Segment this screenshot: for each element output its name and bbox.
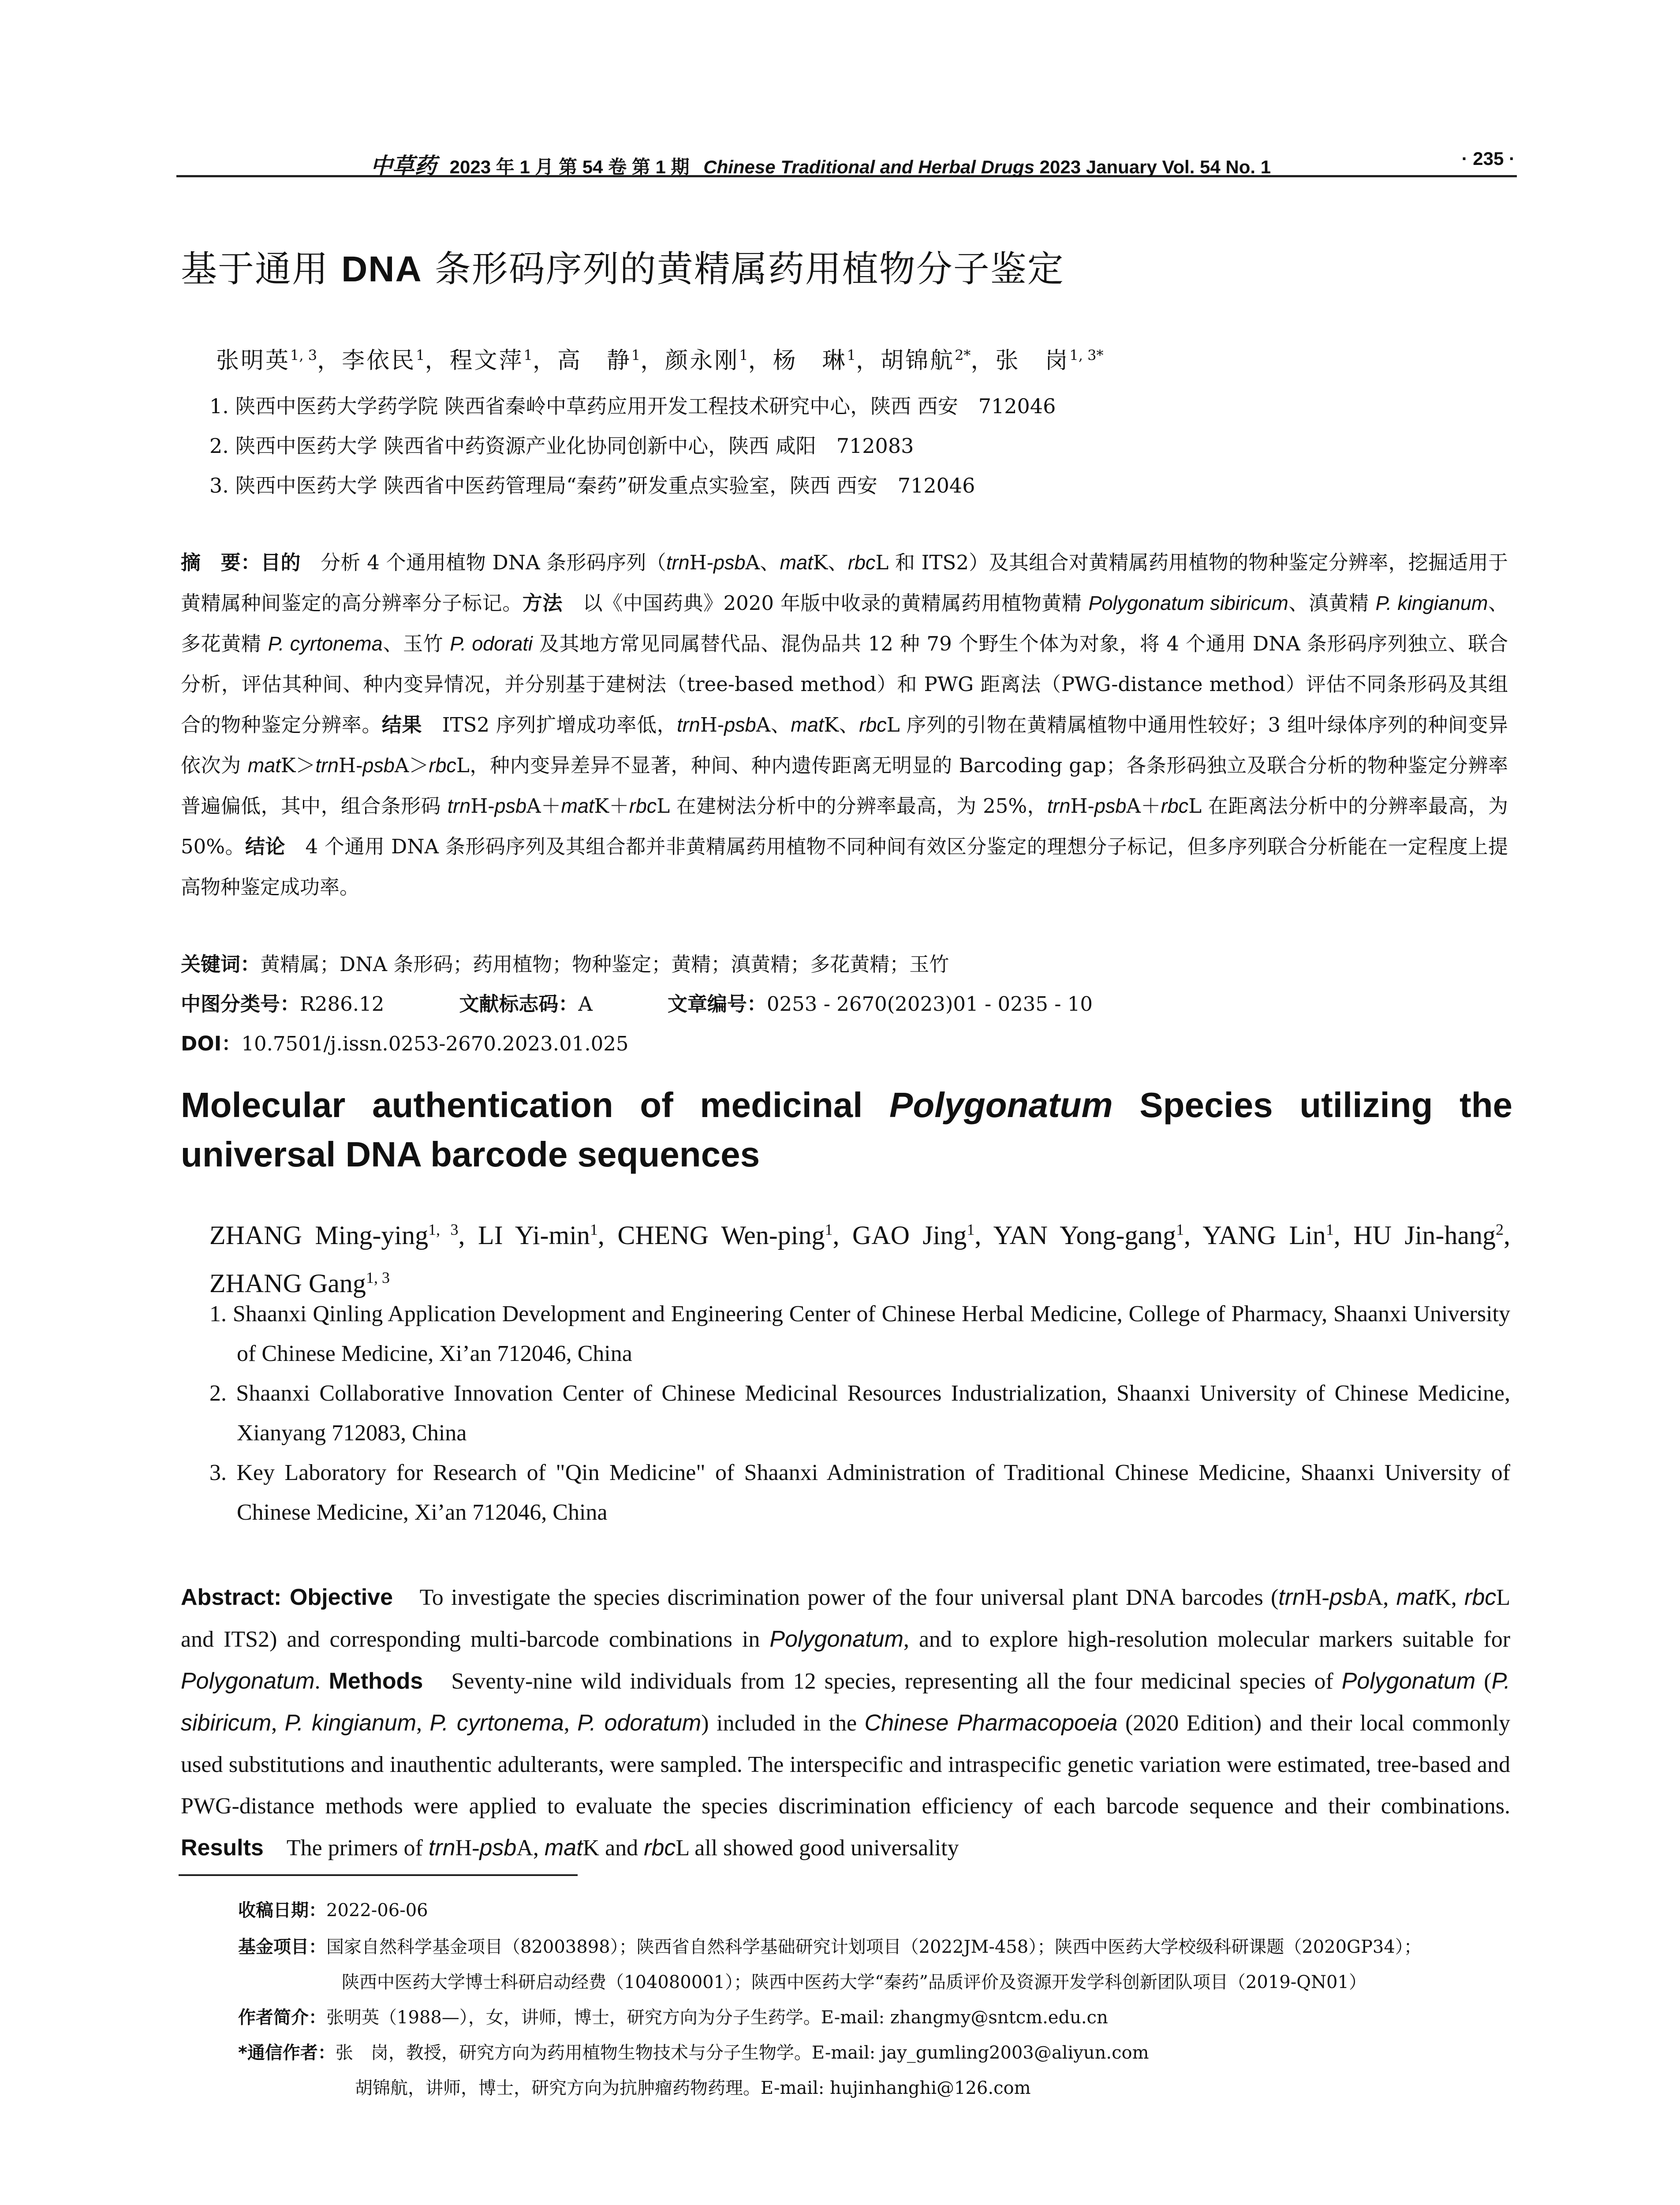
abstract-text: L all showed good universality — [676, 1835, 959, 1861]
abstract-text: K, — [1434, 1585, 1464, 1610]
abstract-text: L 在距离法分析中的分辨率最高，为 50%。 — [181, 794, 1508, 858]
abstract-text: H- — [1070, 794, 1094, 818]
abstract-text: H- — [470, 794, 495, 818]
gene-name: rbc — [1161, 795, 1189, 817]
gene-name: mat — [544, 1835, 583, 1861]
fund-value-1: 国家自然科学基金项目（82003898）；陕西省自然科学基础研究计划项目（2022JM-458）；陕西中医药大学校级科研课题（2020GP34）； — [326, 1937, 1422, 1957]
abstract-text: To investigate the species discrimination power of the four universal plant DNA barcodes ( — [393, 1585, 1279, 1610]
author-sup: 1, 3* — [1069, 347, 1104, 364]
fund-label: 基金项目： — [238, 1937, 326, 1957]
abstract-en — [181, 1577, 1510, 1869]
title-cn-dna: DNA — [341, 249, 422, 289]
author-name: 杨 琳 — [773, 348, 847, 374]
results-label: 结果 — [381, 713, 422, 736]
author-sep: , — [833, 1221, 852, 1250]
author-name: 高 静 — [557, 348, 631, 374]
author-name: GAO Jing — [852, 1221, 967, 1250]
footnote-fund-cont: 陕西中医药大学博士科研启动经费（104080001）；陕西中医药大学“秦药”品质评价及资源开发学科创新团队项目（2019-QN01） — [342, 1972, 1366, 1992]
footnote-divider — [179, 1874, 578, 1876]
abstract-text: K＋ — [594, 794, 629, 818]
author-sep: ， — [425, 348, 450, 374]
abstract-text: A＋ — [526, 794, 561, 818]
gene-name: mat — [247, 754, 281, 777]
footnote-corr-cont: 胡锦航，讲师，博士，研究方向为抗肿瘤药物药理。E-mail: hujinhanghi@126.com — [355, 2078, 1031, 2098]
doc-code-value: A — [578, 992, 593, 1016]
author-name: 张 岗 — [995, 348, 1070, 374]
abstract-text: H- — [455, 1835, 480, 1861]
journal-name-en: Chinese Traditional and Herbal Drugs — [703, 157, 1034, 177]
bio-label: 作者简介： — [238, 2007, 326, 2028]
issue-cn: 2023 年 1 月 第 54 卷 第 1 期 — [449, 157, 690, 177]
abstract-text: H- — [689, 551, 713, 574]
abstract-text: The primers of — [263, 1835, 429, 1861]
methods-en-label: Methods — [329, 1668, 423, 1694]
doc-code-label: 文献标志码： — [459, 992, 579, 1016]
title-en-part: Species utilizing the universal DNA barcode sequences — [181, 1085, 1512, 1174]
abstract-text: ITS2 序列扩增成功率低， — [422, 713, 677, 736]
author-sep: , — [1184, 1221, 1203, 1250]
abstract-text: 分析 4 个通用植物 DNA 条形码序列（ — [300, 551, 666, 574]
footnote-bio — [238, 2003, 1108, 2029]
keywords-value: 黄精属；DNA 条形码；药用植物；物种鉴定；黄精；滇黄精；多花黄精；玉竹 — [260, 953, 949, 976]
abstract-text: A, — [1366, 1585, 1396, 1610]
corr-label: *通信作者： — [238, 2043, 336, 2063]
title-en — [181, 1080, 1512, 1179]
gene-name: rbc — [847, 551, 876, 574]
affiliation-cn-2: 2. 陕西中医药大学 陕西省中药资源产业化协同创新中心，陕西 咸阳 712083 — [209, 434, 914, 458]
abstract-text: 、玉竹 — [382, 632, 450, 655]
gene-name: trn — [1278, 1585, 1305, 1610]
author-sep: , — [597, 1221, 618, 1250]
affiliation-en-2: 2. Shaanxi Collaborative Innovation Center of Chinese Medicinal Resources Industrialization, Shaanxi University of Chinese Medicine, Xianyang 712083, China — [209, 1381, 1510, 1446]
gene-name: trn — [677, 714, 700, 736]
abstract-text: L 在建树法分析中的分辨率最高，为 25%， — [657, 794, 1047, 818]
abstract-cn — [181, 542, 1508, 908]
abstract-text: 及其地方常见同属替代品、混伪品共 12 种 79 个野生个体为对象，将 4 个通用 DNA 条形码序列独立、联合分析，评估其种间、种内变异情况，并分别基于建树法（tree-based method）和 PWG 距离法（PWG-distance method）评估不同条形码及其组合的物种鉴定分辨率。 — [181, 632, 1508, 736]
genus-name: Polygonatum — [1341, 1668, 1476, 1694]
gene-name: trn — [666, 551, 690, 574]
gene-name: trn — [428, 1835, 455, 1861]
clc-label: 中图分类号： — [181, 992, 300, 1016]
gene-name: psb — [479, 1835, 517, 1861]
abstract-text: 、多花黄精 — [181, 591, 1508, 655]
author-name: LI Yi-min — [478, 1221, 590, 1250]
author-sup: 1 — [739, 347, 748, 364]
abstract-text: L 序列的引物在黄精属植物中通用性较好；3 组叶绿体序列的种间变异依次为 — [181, 713, 1508, 777]
abstract-text: . — [314, 1669, 329, 1694]
abstract-text: A、 — [756, 713, 791, 736]
corr-value-1: 张 岗，教授，研究方向为药用植物生物技术与分子生物学。E-mail: jay_gumling2003@aliyun.com — [335, 2043, 1149, 2063]
doi-value: 10.7501/j.issn.0253-2670.2023.01.025 — [241, 1032, 629, 1055]
author-sep: , — [974, 1221, 993, 1250]
abstract-text: A＞ — [394, 754, 429, 777]
abstract-text: ( — [1475, 1669, 1492, 1694]
title-cn — [181, 240, 1064, 292]
gene-name: mat — [791, 714, 824, 736]
affiliation-cn-1: 1. 陕西中医药大学药学院 陕西省秦岭中草药应用开发工程技术研究中心，陕西 西安 712046 — [209, 394, 1056, 418]
abstract-text: Seventy-nine wild individuals from 12 species, representing all the four medicinal species of — [423, 1669, 1342, 1694]
author-name: 张明英 — [216, 348, 291, 374]
affiliation-cn-3: 3. 陕西中医药大学 陕西省中医药管理局“秦药”研发重点实验室，陕西 西安 712046 — [209, 474, 975, 497]
gene-name: psb — [494, 795, 527, 817]
abstract-text: K、 — [824, 713, 859, 736]
gene-name: mat — [780, 551, 813, 574]
article-no-value: 0253 - 2670(2023)01 - 0235 - 10 — [766, 992, 1093, 1016]
abstract-text: L and ITS2) and corresponding multi-barcode combinations in — [181, 1585, 1511, 1652]
gene-name: trn — [447, 795, 471, 817]
author-sep: ， — [640, 348, 665, 374]
author-sup: 1 — [1176, 1221, 1184, 1238]
abstract-text: 4 个通用 DNA 条形码序列及其组合都并非黄精属药用植物不同种间有效区分鉴定的理想分子标记，但多序列联合分析能在一定程度上提高物种鉴定成功率。 — [181, 835, 1508, 899]
issue-en: 2023 January Vol. 54 No. 1 — [1039, 157, 1271, 177]
author-sep: ， — [748, 348, 773, 374]
abstract-text: , and to explore high-resolution molecular markers suitable for — [903, 1627, 1511, 1652]
page-number: · 235 · — [1461, 148, 1515, 169]
authors-cn — [216, 342, 1104, 375]
bio-value: 张明英（1988—），女，讲师，博士，研究方向为分子生药学。E-mail: zhangmy@sntcm.edu.cn — [326, 2007, 1108, 2028]
abstract-text: H- — [1305, 1585, 1329, 1610]
gene-name: mat — [561, 795, 594, 817]
gene-name: trn — [1047, 795, 1071, 817]
gene-name: psb — [724, 714, 756, 736]
gene-name: trn — [315, 754, 339, 777]
author-sup: 2* — [955, 347, 971, 364]
clc-value: R286.12 — [300, 992, 385, 1016]
footnote-fund — [238, 1933, 1422, 1958]
received-value: 2022-06-06 — [326, 1900, 428, 1921]
author-name: CHENG Wen-ping — [617, 1221, 825, 1250]
abstract-text: A＋ — [1126, 794, 1161, 818]
author-sup: 1 — [847, 347, 856, 364]
title-cn-part: 条形码序列的黄精属药用植物分子鉴定 — [422, 248, 1064, 290]
author-name: 胡锦航 — [881, 348, 955, 374]
abstract-text: , — [271, 1711, 285, 1736]
abstract-text: (2020 Edition) and their local commonly used substitutions and inauthentic adulterants, were sampled. The interspecific and intraspecific genetic variation were estimated, tree-based and PWG-distance methods were applied to evaluate the species discrimination efficiency of each barcode sequence and their combinations. — [181, 1711, 1510, 1819]
classification-line — [181, 988, 1093, 1017]
authors-en — [209, 1208, 1510, 1304]
title-en-genus: Polygonatum — [889, 1085, 1113, 1125]
keywords-cn — [181, 948, 949, 977]
abstract-text: K＞ — [280, 754, 316, 777]
doi-label: DOI： — [181, 1032, 242, 1055]
species-name: P. cyrtonema — [268, 632, 383, 655]
running-header — [176, 146, 1517, 177]
abstract-text: , — [564, 1711, 578, 1736]
objective-label: 目的 — [261, 551, 301, 574]
species-name: P. odoratum — [577, 1710, 702, 1736]
abstract-text: H- — [338, 754, 363, 777]
author-name: 李依民 — [342, 348, 416, 374]
author-sep: ， — [317, 348, 342, 374]
results-en-label: Results — [181, 1835, 264, 1861]
author-sup: 1 — [523, 347, 533, 364]
genus-name: Polygonatum — [181, 1668, 315, 1694]
genus-name: Polygonatum — [769, 1626, 903, 1652]
author-sep: ， — [971, 348, 996, 374]
author-name: 程文萍 — [449, 348, 524, 374]
gene-name: psb — [1329, 1585, 1366, 1610]
gene-name: psb — [362, 754, 395, 777]
author-name: ZHANG Gang — [209, 1269, 366, 1298]
footnote-received — [238, 1896, 428, 1921]
author-sup: 1 — [631, 347, 641, 364]
gene-name: rbc — [859, 714, 887, 736]
abstract-text: H- — [700, 713, 724, 736]
species-name: P. cyrtonema — [429, 1710, 564, 1736]
abstract-text: , — [416, 1711, 430, 1736]
author-sup: 1 — [416, 347, 425, 364]
author-sup: 2 — [1496, 1221, 1504, 1238]
footnote-corr — [238, 2039, 1149, 2064]
species-name: P. sibiricum — [181, 1668, 1511, 1736]
abstract-text: A、 — [745, 551, 780, 574]
author-name: YANG Lin — [1202, 1221, 1326, 1250]
author-sup: 1, 3 — [366, 1269, 390, 1286]
abstract-text: 、滇黄精 — [1288, 591, 1376, 615]
affiliation-en-1: 1. Shaanxi Qinling Application Development and Engineering Center of Chinese Herbal Medicine, College of Pharmacy, Shaanxi University of Chinese Medicine, Xi’an 712046, China — [209, 1301, 1510, 1366]
journal-name-cn: 中草药 — [370, 153, 437, 179]
author-name: ZHANG Ming-ying — [209, 1221, 429, 1250]
species-name: P. kingianum — [284, 1710, 417, 1736]
species-name: P. odorati — [450, 632, 533, 655]
header-journal-info — [370, 148, 1271, 180]
abstract-text: L，种内变异差异不显著，种间、种内遗传距离无明显的 Barcoding gap；各条形码独立及联合分析的物种鉴定分辨率普遍偏低，其中，组合条形码 — [181, 754, 1508, 818]
gene-name: rbc — [644, 1835, 676, 1861]
methods-label: 方法 — [522, 591, 563, 615]
conclusion-label: 结论 — [245, 835, 285, 858]
author-sup: 1 — [1325, 1221, 1334, 1238]
author-name: HU Jin-hang — [1353, 1221, 1496, 1250]
author-sup: 1 — [590, 1221, 598, 1238]
gene-name: psb — [1094, 795, 1127, 817]
abstract-text: L 和 ITS2）及其组合对黄精属药用植物的物种鉴定分辨率，挖掘适用于黄精属种间鉴定的高分辨率分子标记。 — [181, 551, 1508, 615]
species-name: P. kingianum — [1375, 592, 1488, 614]
title-en-part: Molecular authentication of medicinal — [181, 1085, 889, 1125]
title-cn-part: 基于通用 — [181, 248, 342, 290]
author-sep: , — [1333, 1221, 1354, 1250]
abstract-text: ) included in the — [701, 1711, 865, 1736]
author-sup: 1 — [967, 1221, 975, 1238]
gene-name: rbc — [429, 754, 456, 777]
gene-name: psb — [713, 551, 746, 574]
species-name: Polygonatum sibiricum — [1088, 592, 1288, 614]
pharmacopoeia-name: Chinese Pharmacopoeia — [864, 1710, 1118, 1736]
gene-name: rbc — [1464, 1585, 1497, 1610]
author-sup: 1, 3 — [428, 1221, 459, 1238]
keywords-label: 关键词： — [181, 953, 261, 976]
author-sup: 1 — [825, 1221, 833, 1238]
author-sep: , — [1504, 1221, 1511, 1250]
author-sep: ， — [856, 348, 881, 374]
author-name: 颜永刚 — [665, 348, 739, 374]
abstract-text: K、 — [813, 551, 848, 574]
author-sep: ， — [532, 348, 557, 374]
abstract-en-label: Abstract: Objective — [181, 1585, 393, 1610]
gene-name: rbc — [629, 795, 657, 817]
doi-line — [181, 1028, 629, 1056]
author-sep: , — [458, 1221, 478, 1250]
received-label: 收稿日期： — [238, 1900, 326, 1921]
abstract-text: K and — [582, 1835, 644, 1861]
author-sup: 1, 3 — [290, 347, 317, 364]
affiliation-en-3: 3. Key Laboratory for Research of "Qin Medicine" of Shaanxi Administration of Traditional Chinese Medicine, Shaanxi University of Chinese Medicine, Xi’an 712046, China — [209, 1460, 1510, 1525]
author-name: YAN Yong-gang — [993, 1221, 1176, 1250]
article-no-label: 文章编号： — [667, 992, 767, 1016]
abstract-text: A, — [516, 1835, 545, 1861]
abstract-cn-label: 摘 要： — [181, 551, 261, 574]
gene-name: mat — [1396, 1585, 1435, 1610]
abstract-text: 以《中国药典》2020 年版中收录的黄精属药用植物黄精 — [562, 591, 1089, 615]
